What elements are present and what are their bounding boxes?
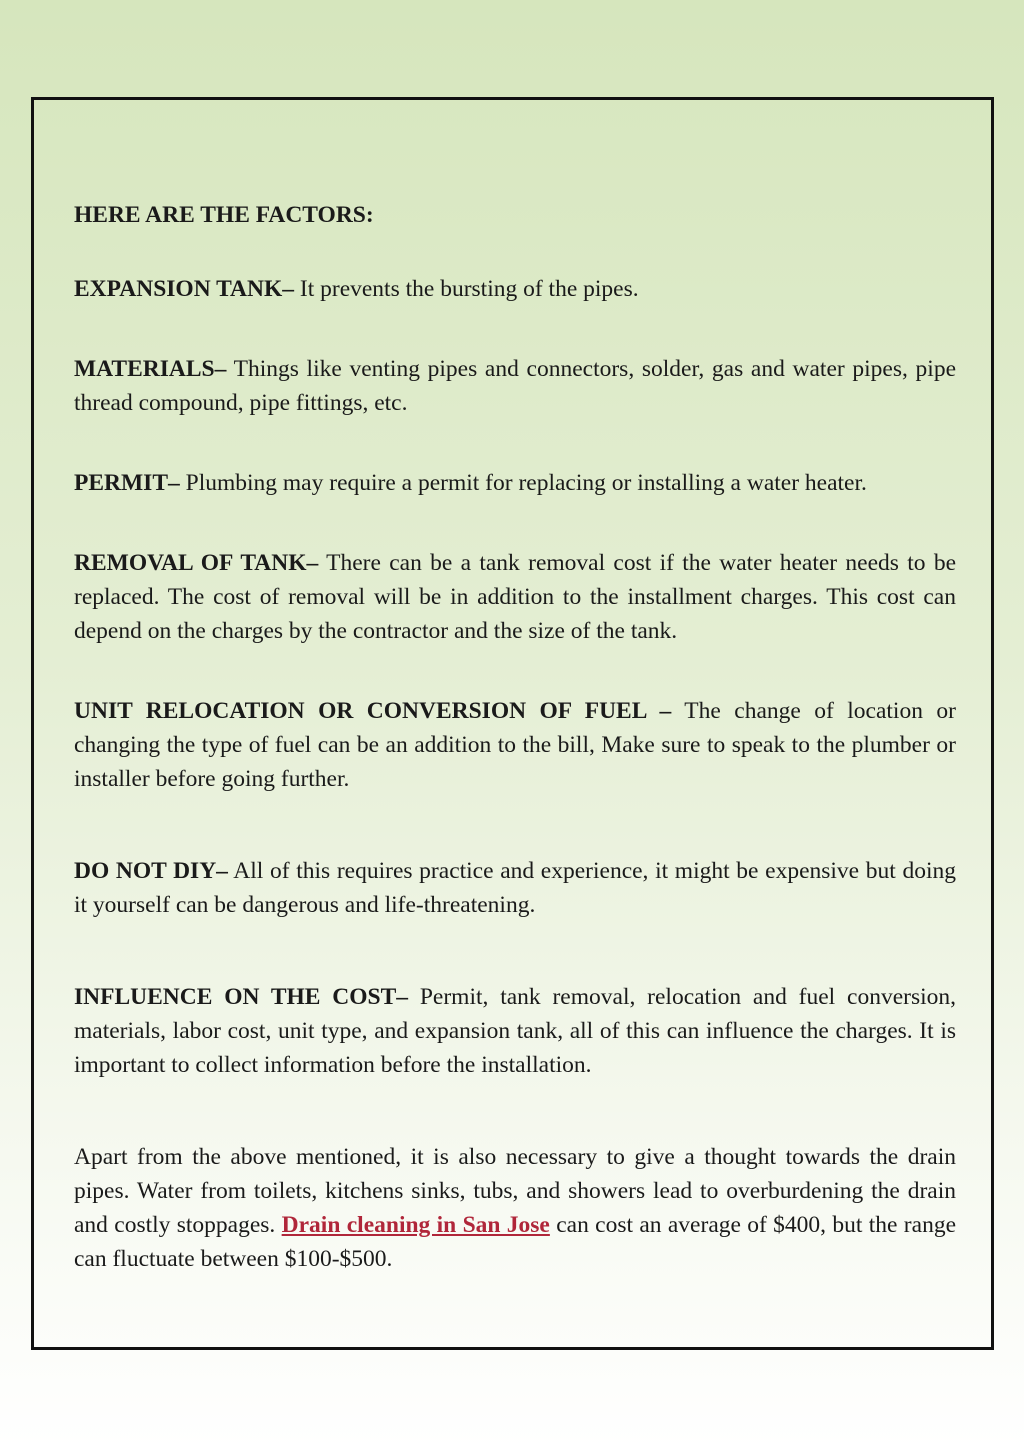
factor-label: DO NOT DIY– [74, 858, 228, 884]
factor-label: EXPANSION TANK– [74, 276, 295, 302]
factor-text: All of this requires practice and experience, it might be expensive but doing it yourself can be dangerous and life-threatening. [74, 858, 956, 918]
factor-text: Things like venting pipes and connectors, solder, gas and water pipes, pipe thread compound, pipe fittings, etc. [74, 356, 956, 416]
closing-text-after: can cost an average of $400, but the range can fluctuate between $100-$500. [74, 1212, 956, 1272]
factor-materials [74, 352, 956, 420]
factor-unit-relocation [74, 694, 956, 796]
closing-paragraph [74, 1140, 956, 1276]
factor-text: It prevents the bursting of the pipes. [294, 276, 639, 302]
factor-label: UNIT RELOCATION OR CONVERSION OF FUEL – [74, 698, 672, 724]
factor-label: INFLUENCE ON THE COST– [74, 984, 409, 1010]
factor-permit [74, 466, 956, 500]
factor-label: MATERIALS– [74, 356, 227, 382]
factor-text: Plumbing may require a permit for replacing or installing a water heater. [179, 470, 867, 496]
factor-removal-of-tank [74, 546, 956, 648]
factor-label: PERMIT– [74, 470, 180, 496]
factor-expansion-tank [74, 272, 956, 306]
factor-text: Permit, tank removal, relocation and fuel conversion, materials, labor cost, unit type, and expansion tank, all of this can influence the charges. It is important to collect information before the installation. [74, 984, 956, 1078]
factor-do-not-diy [74, 854, 956, 922]
factor-text: The change of location or changing the type of fuel can be an addition to the bill, Make sure to speak to the plumber or installer before going further. [74, 698, 956, 792]
factor-label: REMOVAL OF TANK– [74, 550, 319, 576]
drain-cleaning-link[interactable]: Drain cleaning in San Jose [281, 1212, 550, 1238]
content-frame [31, 97, 994, 1350]
document-body [74, 198, 956, 1276]
factor-text: There can be a tank removal cost if the water heater needs to be replaced. The cost of removal will be in addition to the installment charges. This cost can depend on the charges by the contractor and the size of the tank. [74, 550, 956, 644]
closing-text-before: Apart from the above mentioned, it is also necessary to give a thought towards the drain pipes. Water from toilets, kitchens sinks, tubs, and showers lead to overburdening the drain and costly stoppages. [74, 1144, 956, 1238]
factors-heading: HERE ARE THE FACTORS: [74, 202, 374, 228]
factor-influence-on-cost [74, 980, 956, 1082]
